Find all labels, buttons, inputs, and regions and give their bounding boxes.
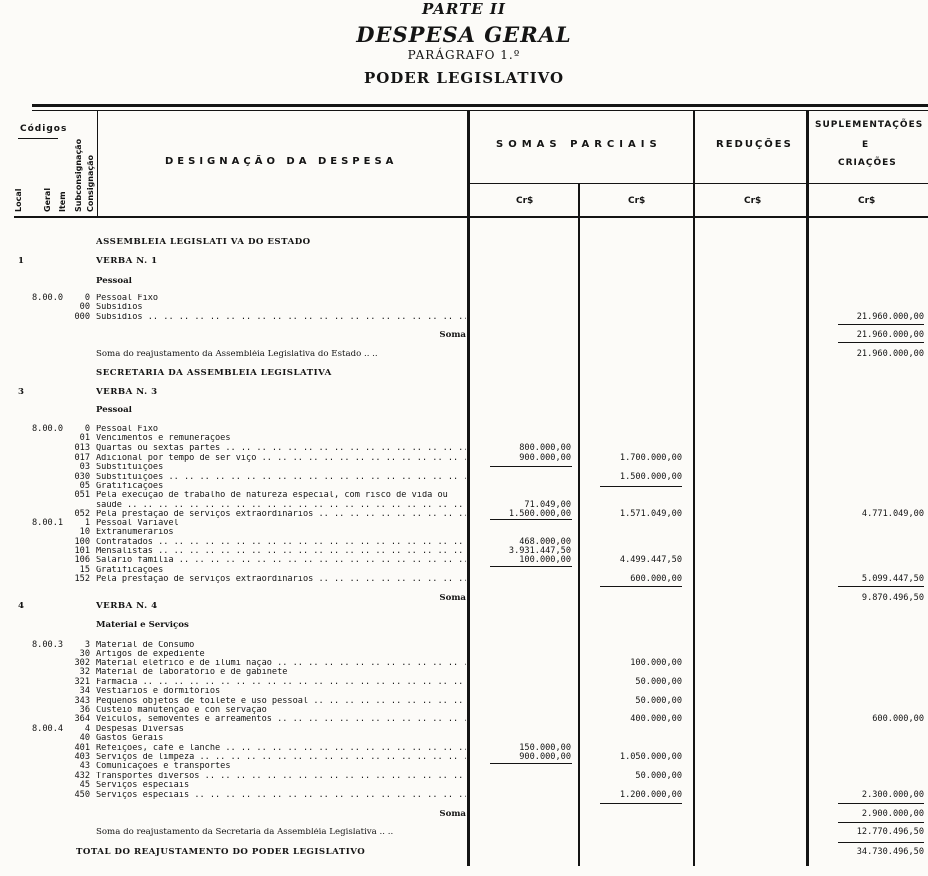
row-description: Gratificações (96, 482, 164, 491)
row-description: Gastos Gerais (96, 734, 164, 743)
row-description: Despesas Diversas (96, 725, 184, 734)
partial-sum-2: 4.499.447,50 (619, 555, 682, 565)
code-item: 401 (74, 743, 90, 753)
supplement-value: 2.900.000,00 (861, 809, 924, 819)
table-row (0, 706, 928, 715)
code-item: 000 (74, 312, 90, 322)
row-description: Artigos de expediente (96, 650, 205, 659)
row-description: TOTAL DO REAJUSTAMENTO DO PODER LEGISLATIVO (76, 848, 366, 857)
code-item: 30 (79, 649, 90, 659)
table-row (0, 575, 928, 584)
row-description: Material de laboratório e de gabinete (96, 668, 288, 677)
partial-sum-1: 800.000,00 (519, 443, 571, 453)
code-item: 450 (74, 790, 90, 800)
supplement-value: 12.770.496,50 (856, 827, 924, 837)
code-local: 3 (18, 387, 24, 397)
table-row (0, 602, 928, 611)
table-row (0, 687, 928, 696)
code-item: 45 (79, 780, 90, 790)
code-item: 101 (74, 546, 90, 556)
supplement-value: 21.960.000,00 (856, 330, 924, 340)
row-description: Adicional por tempo de ser viço .. .. (96, 454, 466, 463)
code-item: 32 (79, 667, 90, 677)
table-row (0, 566, 928, 575)
supplement-value: 9.870.496,50 (861, 593, 924, 603)
code-item: 0 (84, 293, 90, 303)
code-item: 051 (74, 490, 90, 500)
table-row (0, 519, 928, 528)
table-row (0, 621, 928, 630)
partial-sum-1: 900.000,00 (519, 453, 571, 463)
table-row (0, 725, 928, 734)
table-row (0, 313, 928, 322)
partial-sum-1: 468.000,00 (519, 537, 571, 547)
code-item: 403 (74, 752, 90, 762)
table-row (0, 294, 928, 303)
partial-sum-1: 900.000,00 (519, 752, 571, 762)
table-row (0, 810, 928, 819)
row-description: Pessoal (96, 406, 132, 415)
table-row (0, 659, 928, 668)
partial-sum-2: 1.200.000,00 (619, 790, 682, 800)
code-geral: 8.00.3 (32, 640, 64, 650)
code-item: 432 (74, 771, 90, 781)
row-description: Pessoal Variável (96, 519, 179, 528)
row-description: Custeio manutenção e con servação (96, 706, 267, 715)
code-item: 017 (74, 453, 90, 463)
table-row (0, 762, 928, 771)
table-row (0, 482, 928, 491)
table-row (0, 547, 928, 556)
table-row (0, 510, 928, 519)
row-description: Farmácia .. .. (96, 678, 466, 687)
table-row (0, 369, 928, 378)
code-item: 05 (79, 481, 90, 491)
partial-sum-2: 1.050.000,00 (619, 752, 682, 762)
paragraph-heading: PARÁGRAFO 1.º (407, 48, 521, 62)
row-description: Subsídios (96, 303, 143, 312)
row-description: Serviços especiais (96, 781, 190, 790)
partial-sum-2: 50.000,00 (635, 696, 682, 706)
supplement-value: 2.300.000,00 (861, 790, 924, 800)
table-row (0, 463, 928, 472)
table-row (0, 715, 928, 724)
table-row (0, 650, 928, 659)
row-description: Material elétrico e de ilumi nação .. .. (96, 659, 466, 668)
code-geral: 8.00.0 (32, 424, 64, 434)
row-description: Subsídios .. .. (96, 313, 466, 322)
table-row (0, 454, 928, 463)
somas-parciais-header: SOMAS PARCIAIS (496, 139, 662, 150)
row-description: Pela prestação de serviços extraordinários .. .. (96, 510, 466, 519)
code-item: 1 (84, 518, 90, 528)
table-row (0, 257, 928, 266)
code-item: 40 (79, 733, 90, 743)
row-description: Pequenos objetos de toilete e uso pessoal .. .. (96, 697, 466, 706)
row-description: ASSEMBLÉIA LEGISLATI VA DO ESTADO (96, 238, 311, 247)
partial-sum-1: 1.500.000,00 (508, 509, 571, 519)
partial-sum-2: 400.000,00 (630, 714, 682, 724)
row-description: saúde .. .. (96, 501, 466, 510)
row-description: Gratificações (96, 566, 164, 575)
row-description: Vestiários e dormitórios (96, 687, 221, 696)
row-description: Vencimentos e remunerações (96, 434, 231, 443)
table-row (0, 303, 928, 312)
table-row (0, 350, 928, 359)
row-description: Veículos, semoventes e arreamentos .. .. (96, 715, 466, 724)
row-description: SECRETARIA DA ASSEMBLÉIA LEGISLATIVA (96, 369, 332, 378)
partial-sum-1: 150.000,00 (519, 743, 571, 753)
row-description: Substituições (96, 463, 164, 472)
partial-sum-1: 71.049,00 (524, 500, 571, 510)
code-item: 03 (79, 462, 90, 472)
code-item: 34 (79, 686, 90, 696)
row-description: Material de Consumo (96, 641, 195, 650)
table-row (0, 331, 928, 340)
row-description: Transportes diversos .. .. (96, 772, 466, 781)
local-header: Local (14, 188, 23, 212)
table-row (0, 277, 928, 286)
row-description: Salário família .. .. (96, 556, 466, 565)
table-row (0, 781, 928, 790)
designacao-header: DESIGNAÇÃO DA DESPESA (165, 156, 398, 167)
code-item: 106 (74, 555, 90, 565)
row-description: Soma (439, 594, 466, 603)
row-description: Quartas ou sextas partes .. .. (96, 444, 466, 453)
row-description: Refeições, café e lanche .. .. (96, 744, 466, 753)
code-item: 343 (74, 696, 90, 706)
table-row (0, 538, 928, 547)
row-description: Pessoal (96, 277, 132, 286)
row-description: Soma (439, 810, 466, 819)
section-heading: PODER LEGISLATIVO (363, 69, 565, 87)
table-row (0, 556, 928, 565)
table-row (0, 491, 928, 500)
currency-label: Cr$ (744, 196, 762, 206)
row-description: Soma do reajustamento da Secretaria da Assembléia Legislativa .. .. (96, 828, 394, 837)
code-item: 152 (74, 574, 90, 584)
code-item: 302 (74, 658, 90, 668)
row-description: Serviços especiais .. .. (96, 791, 466, 800)
code-item: 01 (79, 433, 90, 443)
table-row (0, 434, 928, 443)
supplement-value: 34.730.496,50 (856, 847, 924, 857)
subconsignacao-header: Subconsignação (74, 138, 83, 212)
code-geral: 8.00.0 (32, 293, 64, 303)
document-title: DESPESA GERAL (356, 22, 572, 47)
partial-sum-2: 100.000,00 (630, 658, 682, 668)
partial-sum-2: 1.571.049,00 (619, 509, 682, 519)
table-row (0, 641, 928, 650)
code-item: 052 (74, 509, 90, 519)
currency-label: Cr$ (516, 196, 534, 206)
table-row (0, 697, 928, 706)
code-item: 10 (79, 527, 90, 537)
table-row (0, 406, 928, 415)
row-description: Soma (439, 331, 466, 340)
code-item: 15 (79, 565, 90, 575)
partial-sum-2: 50.000,00 (635, 677, 682, 687)
row-description: Pessoal Fixo (96, 425, 159, 434)
code-geral: 8.00.1 (32, 518, 64, 528)
code-item: 36 (79, 705, 90, 715)
row-description: Contratados .. .. (96, 538, 466, 547)
partial-sum-1: 100.000,00 (519, 555, 571, 565)
currency-label: Cr$ (628, 196, 646, 206)
table-row (0, 473, 928, 482)
suplementacoes-e-header: E (862, 140, 870, 150)
row-description: Serviços de limpeza .. .. (96, 753, 466, 762)
supplement-value: 4.771.049,00 (861, 509, 924, 519)
table-row (0, 238, 928, 247)
table-row (0, 772, 928, 781)
supplement-value: 21.960.000,00 (856, 312, 924, 322)
row-description: VERBA N. 1 (96, 257, 158, 266)
partial-sum-2: 1.700.000,00 (619, 453, 682, 463)
table-row (0, 501, 928, 510)
table-row (0, 388, 928, 397)
partial-sum-2: 600.000,00 (630, 574, 682, 584)
code-item: 4 (84, 724, 90, 734)
table-row (0, 425, 928, 434)
row-description: Pela execução de trabalho de natureza especial, com risco de vida ou (96, 491, 448, 500)
currency-label: Cr$ (858, 196, 876, 206)
code-item: 00 (79, 302, 90, 312)
row-description: Material e Serviços (96, 621, 189, 630)
codigos-header: Códigos (20, 124, 68, 134)
table-row (0, 734, 928, 743)
code-local: 1 (18, 256, 24, 266)
table-row (0, 528, 928, 537)
table-row (0, 828, 928, 837)
row-description: VERBA N. 4 (96, 602, 158, 611)
row-description: Comunicações e transportes (96, 762, 231, 771)
table-row (0, 444, 928, 453)
reducoes-header: REDUÇÕES (716, 139, 793, 150)
code-geral: 8.00.4 (32, 724, 64, 734)
part-heading: PARTE II (422, 0, 506, 18)
table-row (0, 848, 928, 857)
partial-sum-1: 3.931.447,50 (508, 546, 571, 556)
consignacao-header: Consignação (86, 154, 95, 212)
code-item: 321 (74, 677, 90, 687)
partial-sum-2: 50.000,00 (635, 771, 682, 781)
row-description: Pela prestação de serviços extraordinários .. .. (96, 575, 466, 584)
row-description: Extranumerários (96, 528, 174, 537)
criacoes-header: CRIAÇÕES (838, 158, 897, 168)
supplement-value: 21.960.000,00 (856, 349, 924, 359)
table-row (0, 791, 928, 800)
suplementacoes-header: SUPLEMENTAÇÕES (815, 120, 924, 130)
code-item: 43 (79, 761, 90, 771)
code-item: 030 (74, 472, 90, 482)
supplement-value: 600.000,00 (872, 714, 924, 724)
code-item: 364 (74, 714, 90, 724)
supplement-value: 5.099.447,50 (861, 574, 924, 584)
code-local: 4 (18, 601, 24, 611)
row-description: Mensalistas .. .. (96, 547, 466, 556)
geral-header: Geral (43, 187, 52, 212)
table-row (0, 678, 928, 687)
table-row (0, 668, 928, 677)
code-item: 0 (84, 424, 90, 434)
code-item: 100 (74, 537, 90, 547)
code-item: 013 (74, 443, 90, 453)
table-row (0, 753, 928, 762)
item-header: Item (58, 191, 67, 212)
row-description: Substituições .. .. (96, 473, 466, 482)
code-item: 3 (84, 640, 90, 650)
partial-sum-2: 1.500.000,00 (619, 472, 682, 482)
row-description: Pessoal Fixo (96, 294, 159, 303)
row-description: VERBA N. 3 (96, 388, 158, 397)
table-row (0, 744, 928, 753)
row-description: Soma do reajustamento da Assembléia Legislativa do Estado .. .. (96, 350, 378, 359)
